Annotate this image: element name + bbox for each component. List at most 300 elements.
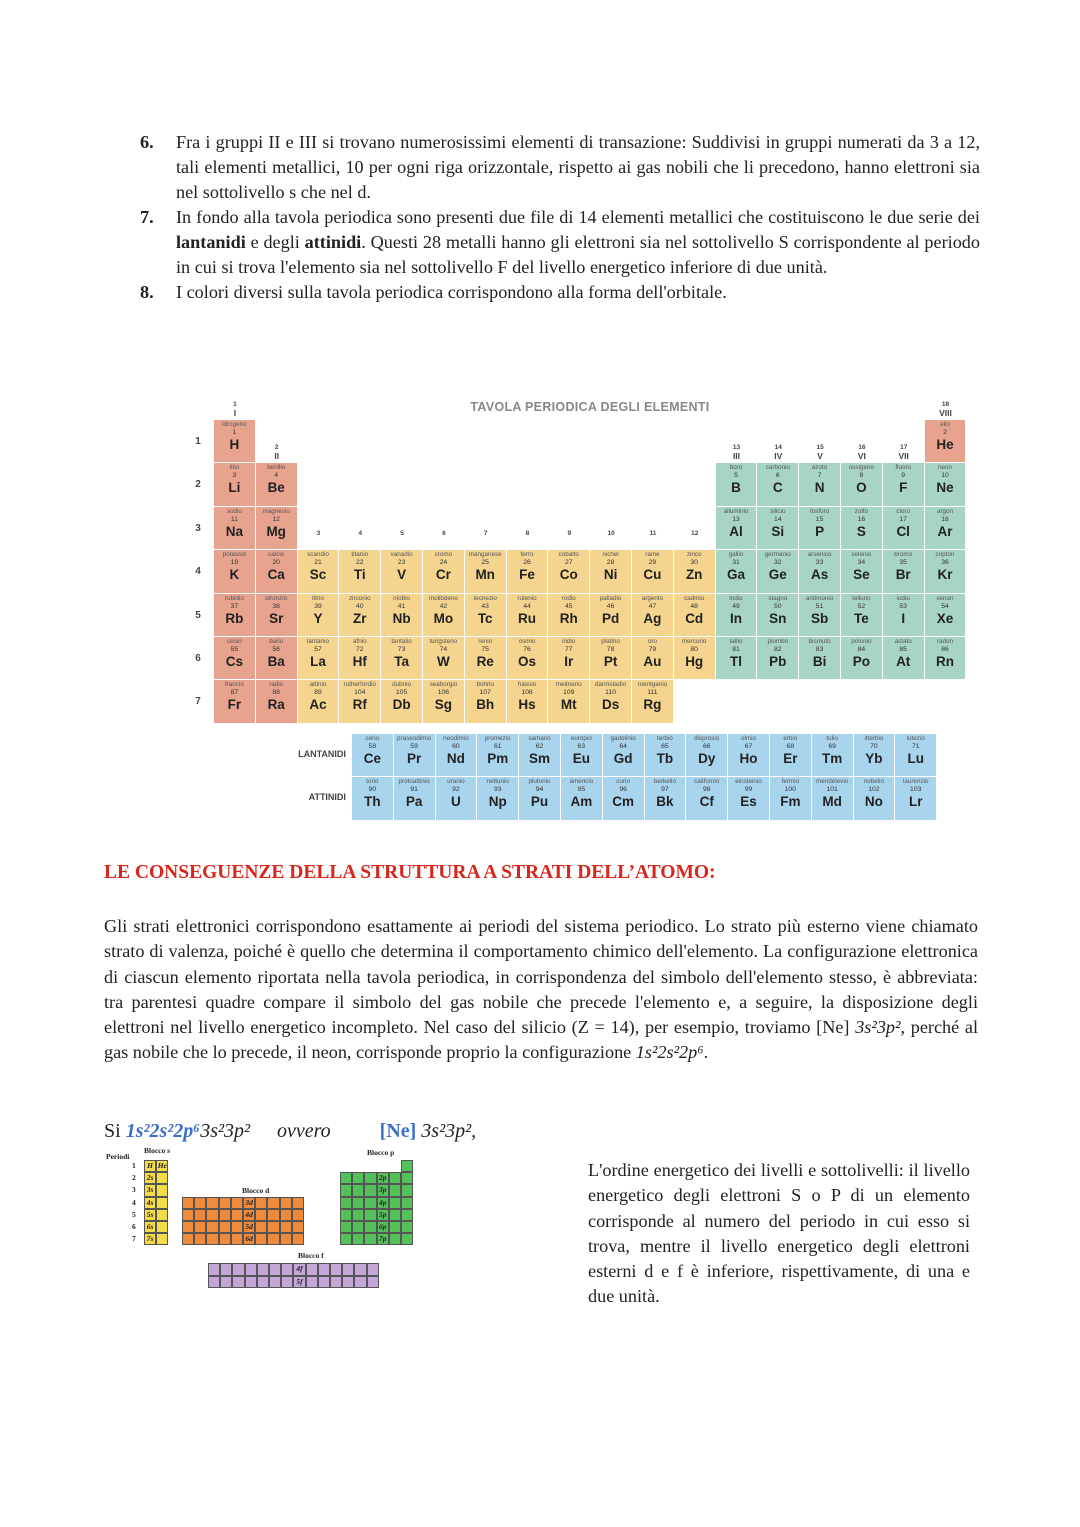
block-d-cell [292,1209,304,1221]
atomic-number: 107 [479,689,491,697]
numbered-list [140,130,980,305]
element-symbol: Pu [530,794,549,810]
atomic-number: 55 [230,646,239,653]
element-cell [728,734,770,777]
atomic-number: 40 [356,602,364,610]
group-label [423,529,465,538]
element-symbol: Ge [768,567,787,583]
element-symbol: As [810,567,829,583]
atomic-number: 19 [230,559,239,567]
element-name: bohrio [476,681,494,689]
element-name: polonio [851,638,872,645]
element-symbol: Ag [643,610,662,626]
element-cell [716,594,758,637]
element-name: zirconio [348,594,371,602]
block-p-cell [352,1172,364,1184]
atomic-number: 4 [274,472,279,480]
element-symbol: Rf [352,697,367,713]
atomic-number: 86 [941,646,949,653]
atomic-number: 45 [565,602,573,610]
element-cell [394,734,436,777]
element-cell [561,777,603,820]
element-cell [883,637,925,680]
group-label [214,400,256,418]
element-symbol: V [397,567,407,583]
period-number: 7 [195,696,201,708]
atomic-number: 94 [535,786,544,794]
element-cell [507,637,549,680]
element-cell [214,594,256,637]
element-name: rubidio [224,594,244,602]
element-name: plutonio [528,778,551,786]
element-name: disprosio [694,734,720,742]
block-f-cell [269,1276,281,1288]
atomic-number: 106 [437,689,450,697]
atomic-number: 18 [941,515,949,523]
element-symbol: Ni [603,567,618,583]
atomic-number: 6 [775,472,780,480]
element-name: silicio [770,507,786,515]
element-symbol: Mt [560,697,577,713]
element-cell [423,637,465,680]
atomic-number: 111 [647,689,658,697]
element-cell [841,463,883,506]
group-number: 12 [691,529,699,537]
element-cell [716,637,758,680]
period-number: 6 [132,1222,136,1231]
element-cell [883,594,925,637]
element-cell [925,463,967,506]
element-symbol: Na [225,523,244,539]
element-name: seaborgio [429,681,458,689]
block-s-label: Blocco s [144,1146,171,1155]
element-cell [716,507,758,550]
element-cell [352,734,394,777]
element-cell [716,550,758,593]
element-symbol: Bk [656,794,674,810]
element-symbol: Cu [643,567,662,583]
element-symbol: Th [364,794,381,810]
element-symbol: Se [853,567,870,583]
group-number: 16 [858,444,866,452]
element-cell [603,777,645,820]
block-s-cell: 3s [144,1184,156,1196]
block-f-cell [232,1276,244,1288]
block-p-cell [401,1221,413,1233]
element-name: olmio [740,734,757,742]
block-f-cell [318,1276,330,1288]
element-name: argon [936,507,954,515]
block-p-cell [389,1233,401,1245]
element-symbol: Sm [529,750,551,766]
atomic-number: 12 [272,515,280,523]
atomic-number: 83 [815,646,824,653]
element-symbol: Ar [937,523,953,539]
element-name: tecnezio [473,594,497,602]
silicon-configuration: Si 1s²2s²2p⁶3s²3p² ovvero [Ne] 3s²3p², [104,1120,477,1142]
element-symbol: Sc [309,567,327,583]
block-s-cell: H [144,1160,156,1172]
list-item [140,130,980,205]
group-label [590,529,632,538]
group-number: 9 [567,529,572,537]
element-name: fluoro [895,464,912,472]
atomic-number: 7 [817,472,822,480]
atomic-number: 105 [395,689,408,697]
element-symbol: Tm [822,750,843,766]
atomic-number: 41 [397,602,406,610]
atomic-number: 50 [774,602,782,610]
atomic-number: 71 [911,742,920,750]
element-cell [925,420,967,463]
atomic-number: 69 [828,742,836,750]
element-symbol: Nd [446,750,465,766]
element-cell [854,777,896,820]
period-number: 2 [195,479,201,491]
atomic-number: 43 [481,602,489,610]
block-p-cell [352,1197,364,1209]
list-number: 8. [140,282,154,302]
group-number: 15 [816,444,824,452]
element-cell [883,463,925,506]
element-name: renio [478,638,493,645]
element-name: azoto [811,464,828,472]
element-name: cadmio [684,594,705,602]
block-f-cell [367,1263,379,1275]
element-name: tulio [826,734,838,742]
element-symbol: Rn [935,654,954,669]
element-cell [674,637,716,680]
formula: 3s²3p² [855,1017,901,1038]
element-symbol: Yb [865,750,883,766]
block-s-cell [156,1233,168,1245]
atomic-number: 14 [774,515,782,523]
group-label [507,529,549,538]
group-label [716,443,758,461]
block-d-cell: 5d [243,1221,255,1233]
actinides-label: ATTINIDI [308,792,346,803]
atomic-number: 26 [523,559,531,567]
atomic-number: 29 [648,559,657,567]
atomic-number: 108 [521,689,533,697]
element-name: germanio [764,551,791,559]
element-cell [686,777,728,820]
block-f-cell [354,1263,366,1275]
block-d-cell [194,1197,206,1209]
block-d-cell [219,1209,231,1221]
group-number: 18 [941,401,950,408]
element-cell [214,507,256,550]
atomic-number: 77 [565,646,573,653]
group-label [256,443,298,461]
element-symbol: Co [559,567,578,583]
element-name: radon [936,638,954,645]
atomic-number: 21 [314,559,322,567]
element-name: ittrio [312,594,324,602]
group-label [298,529,340,538]
element-name: fermio [781,778,800,786]
element-cell [645,777,687,820]
atomic-number: 32 [774,559,782,567]
element-symbol: Dy [698,750,716,766]
element-cell [381,637,423,680]
element-cell [256,463,298,506]
element-cell [799,463,841,506]
atomic-number: 110 [605,689,616,697]
atomic-number: 49 [732,602,740,610]
element-name: tellurio [852,594,871,602]
element-name: mendelevio [816,778,849,786]
element-name: promezio [484,734,511,742]
list-text: Fra i gruppi II e III si trovano numerosissimi elementi di transazione: Suddivisi in gruppi numerati da 3 a 12, tali elementi metallici, 10 per ogni riga orizzontale, rispetto ai gas nobili che li precedono, hanno elettroni sia nel sottolivello s che nel d. [176,132,980,202]
element-cell [561,734,603,777]
block-p-cell: 6p [377,1221,389,1233]
element-name: rame [645,551,660,559]
element-symbol: Ta [394,654,409,669]
element-symbol: Cd [685,610,704,626]
block-d-cell [182,1209,194,1221]
element-symbol: Pb [769,654,787,669]
element-symbol: Rh [559,610,578,626]
element-symbol: Pa [405,794,423,810]
lanthanides-label: LANTANIDI [298,748,346,759]
block-s-cell: 2s [144,1172,156,1184]
element-symbol: Es [740,794,757,810]
element-cell [799,637,841,680]
element-name: lantanio [306,638,330,645]
block-s-cell [156,1172,168,1184]
block-f-cell [306,1276,318,1288]
block-d-cell [255,1197,267,1209]
element-name: boro [729,464,743,472]
element-name: rodio [561,594,576,602]
atomic-number: 59 [410,742,418,750]
atomic-number: 99 [744,786,753,794]
element-name: gallio [728,551,744,559]
element-cell [799,594,841,637]
element-symbol: Zn [685,567,703,583]
element-name: attinio [309,681,327,689]
config-blue: 1s²2s²2p⁶ [125,1120,201,1142]
element-cell [381,680,423,723]
block-f-cell [330,1263,342,1275]
block-f-cell: 5f [293,1276,305,1288]
block-d-cell [267,1221,279,1233]
element-symbol: Hf [352,654,367,669]
element-cell [339,594,381,637]
element-name: cloro [896,507,911,515]
block-p-cell [401,1184,413,1196]
element-cell [590,594,632,637]
element-symbol: B [731,480,741,496]
block-p-cell [352,1209,364,1221]
atomic-number: 72 [356,646,364,653]
block-p-cell [340,1197,352,1209]
element-cell [477,734,519,777]
block-p-cell [364,1184,376,1196]
element-name: antimonio [805,594,834,602]
element-name: samario [528,734,551,742]
block-p-cell [340,1221,352,1233]
element-cell [632,550,674,593]
atomic-number: 63 [577,742,586,750]
block-p-cell [340,1233,352,1245]
element-symbol: Sb [810,610,829,626]
element-symbol: He [936,437,954,452]
element-name: palladio [599,594,622,602]
element-symbol: I [901,610,906,626]
element-cell [352,777,394,820]
block-p-cell [401,1209,413,1221]
element-cell [757,637,799,680]
element-name: bario [269,638,284,645]
atomic-number: 96 [619,786,627,794]
block-p-cell [352,1184,364,1196]
element-name: iodio [896,594,910,602]
element-name: titanio [351,551,369,559]
atomic-number: 76 [523,646,531,653]
element-name: bismuto [808,638,831,645]
element-cell [841,507,883,550]
element-cell [590,550,632,593]
element-cell [895,777,937,820]
block-d-cell [219,1221,231,1233]
element-symbol: Md [822,794,842,810]
group-roman: VI [857,451,866,462]
element-cell [394,777,436,820]
element-symbol: Ti [353,567,366,583]
atomic-number: 33 [815,559,824,567]
block-f-cell [245,1276,257,1288]
atomic-number: 104 [354,689,366,697]
block-d-cell [267,1197,279,1209]
element-symbol: Be [267,480,285,496]
element-cell [770,777,812,820]
block-d-cell [231,1209,243,1221]
element-cell [757,550,799,593]
element-name: piombo [767,638,789,645]
element-cell [423,594,465,637]
element-cell [214,550,256,593]
element-name: francio [224,681,244,689]
element-symbol: Pd [601,610,620,626]
block-p-cell [389,1221,401,1233]
element-cell [686,734,728,777]
element-symbol: Gd [613,750,633,766]
element-symbol: No [864,794,883,810]
element-symbol: Lr [908,794,923,810]
element-symbol: Re [476,654,494,669]
atomic-number: 53 [899,602,907,610]
group-number: 2 [274,444,279,452]
block-s-cell [156,1209,168,1221]
block-s-cell: He [156,1160,168,1172]
block-f-cell [330,1276,342,1288]
element-cell [339,680,381,723]
group-number: 7 [483,529,488,537]
element-symbol: Tl [729,654,742,669]
element-symbol: At [896,654,911,669]
element-cell [298,594,340,637]
element-symbol: Fr [227,697,242,713]
period-number: 3 [132,1185,136,1195]
block-d-cell: 4d [243,1209,255,1221]
element-symbol: Ac [309,697,327,713]
element-symbol: Ho [739,750,758,766]
block-f-cell [208,1276,220,1288]
group-roman: V [817,451,823,462]
list-item [140,205,980,280]
group-number: 14 [774,444,782,452]
atomic-number: 78 [606,646,615,653]
element-cell [590,680,632,723]
element-name: nettunio [486,778,509,786]
block-d-cell [267,1233,279,1245]
atomic-number: 2 [943,429,947,436]
block-p-label: Blocco p [367,1148,395,1158]
element-symbol: Mo [433,610,454,626]
block-d-cell [194,1209,206,1221]
element-symbol: Eu [572,750,590,766]
element-symbol: Fe [519,567,535,583]
atomic-number: 51 [815,602,824,610]
element-name: litio [229,464,240,472]
element-cell [799,507,841,550]
block-d-cell [182,1233,194,1245]
element-symbol: Cs [225,654,244,669]
element-cell [674,550,716,593]
group-roman: I [233,408,237,418]
element-cell [256,637,298,680]
atomic-number: 17 [899,515,907,523]
element-name: idrogeno [222,421,247,428]
element-cell [465,550,507,593]
element-cell [339,550,381,593]
block-f-cell [281,1276,293,1288]
element-symbol: Mg [266,523,286,539]
group-label [381,529,423,538]
element-name: tungsteno [429,638,458,645]
element-symbol: Te [854,610,869,626]
element-cell [674,594,716,637]
element-cell [757,463,799,506]
group-number: 17 [900,444,908,452]
element-name: uranio [447,778,465,786]
element-name: arsenico [807,551,832,559]
element-name: gadolinio [610,734,636,742]
element-symbol: Sn [769,610,787,626]
element-cell [883,507,925,550]
element-name: berillio [267,464,286,472]
element-name: roentgenio [637,681,668,689]
group-label [548,529,590,538]
element-name: carbonio [765,464,790,472]
atomic-number: 42 [439,602,448,610]
block-d-cell [231,1233,243,1245]
element-symbol: Ga [726,567,745,583]
atomic-number: 84 [857,646,866,653]
group-number: 8 [525,529,530,537]
group-number: 5 [400,529,404,537]
block-f-cell [318,1263,330,1275]
element-cell [925,594,967,637]
element-name: niobio [393,594,410,602]
period-number: 2 [132,1173,136,1183]
element-symbol: Hg [685,654,704,669]
element-name: praseodimio [396,734,432,742]
element-name: hassio [517,681,537,689]
element-cell [519,734,561,777]
